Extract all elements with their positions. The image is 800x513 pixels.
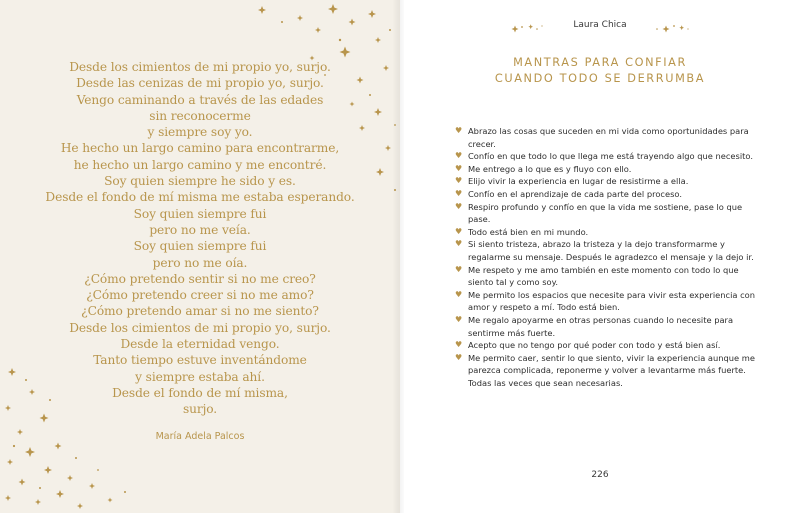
poem-line: Desde los cimientos de mi propio yo, surjo. — [69, 320, 331, 335]
star-icon — [17, 429, 23, 435]
heart-icon: ♥ — [455, 176, 463, 186]
mantra-text: Confío en el aprendizaje de cada parte del proceso. — [468, 188, 682, 199]
mantra-item — [455, 175, 755, 188]
heart-icon: ♥ — [455, 126, 463, 135]
poem-line: he hecho un largo camino y me encontré. — [73, 157, 327, 172]
chapter-title — [490, 55, 710, 86]
star-icon — [67, 475, 73, 481]
poem-line: Soy quien siempre fui — [133, 239, 267, 254]
poem-line: Desde los cimientos de mi propio yo, surjo. — [69, 60, 331, 74]
mantra-item — [455, 264, 755, 289]
star-icon — [258, 6, 266, 14]
heart-icon: ♥ — [455, 264, 463, 274]
mantra-item — [455, 238, 755, 263]
poem-line: Tanto tiempo estuve inventándome — [93, 353, 307, 368]
mantra-item — [455, 163, 755, 176]
star-dot-icon — [124, 491, 126, 493]
poem-line: pero no me oía. — [152, 255, 248, 270]
star-icon — [56, 490, 64, 498]
star-icon — [25, 447, 35, 457]
running-head — [400, 20, 800, 36]
mantra-item — [455, 125, 755, 150]
star-icon — [5, 495, 11, 501]
mantra-list — [455, 125, 755, 389]
star-icon — [385, 145, 391, 151]
mantra-text: Me permito caer, sentir lo que siento, vivir la experiencia aunque me parezca complicada, reponerme y volver a levantarme más fuerte. Todas las veces que sean necesarias. — [468, 352, 755, 388]
mantra-item — [455, 352, 755, 390]
star-dot-icon — [25, 379, 27, 381]
poem-line: Desde la eternidad vengo. — [120, 337, 280, 352]
poem-line: Desde las cenizas de mi propio yo, surjo. — [76, 76, 324, 91]
mantra-item — [455, 201, 755, 226]
mantra-text: Todo está bien en mi mundo. — [468, 226, 589, 237]
poem — [40, 59, 360, 418]
poem-line: Desde el fondo de mí misma me estaba esperando. — [45, 190, 355, 205]
heart-icon: ♥ — [455, 163, 463, 173]
star-ornament-left-icon — [508, 20, 548, 36]
star-icon — [297, 15, 303, 21]
poem-line: ¿Cómo pretendo creer si no me amo? — [86, 288, 314, 303]
poem-line: pero no me veía. — [149, 222, 251, 237]
star-icon — [55, 443, 62, 450]
mantra-text: Me respeto y me amo también en este momento con todo lo que siento tal y como soy. — [468, 264, 739, 288]
heart-icon: ♥ — [455, 188, 463, 198]
star-dot-icon — [97, 469, 99, 471]
star-dot-icon — [339, 39, 341, 41]
poem-line: ¿Cómo pretendo sentir si no me creo? — [84, 271, 316, 286]
mantra-text: Me permito los espacios que necesite para vivir esta experiencia con amor y respeto a mí. Todo está bien. — [468, 289, 755, 313]
star-icon — [44, 466, 52, 474]
right-page — [400, 0, 800, 513]
mantra-text: Abrazo las cosas que suceden en mi vida como oportunidades para crecer. — [468, 126, 749, 149]
mantra-text: Acepto que no tengo por qué poder con todo y está bien así. — [468, 340, 721, 351]
star-dot-icon — [389, 29, 391, 31]
star-ornament-right-icon — [652, 20, 692, 36]
heart-icon: ♥ — [455, 289, 463, 299]
star-dot-icon — [13, 445, 15, 447]
heart-icon: ♥ — [455, 239, 463, 249]
star-dot-icon — [281, 21, 283, 23]
star-icon — [376, 168, 384, 176]
poem-line: Desde el fondo de mí misma, — [112, 385, 288, 400]
mantra-item — [455, 339, 755, 352]
chapter-title-line-1: MANTRAS PARA CONFIAR — [513, 56, 687, 69]
poem-line: ¿Cómo pretendo amar si no me siento? — [81, 304, 319, 319]
heart-icon: ♥ — [455, 201, 463, 211]
mantra-text: Me regalo apoyarme en otras personas cuando lo necesite para sentirme más fuerte. — [468, 314, 734, 338]
running-head-title: Laura Chica — [573, 20, 627, 30]
star-icon — [5, 405, 11, 411]
chapter-title-line-2: CUANDO TODO SE DERRUMBA — [494, 71, 706, 85]
poem-line: He hecho un largo camino para encontrarme, — [60, 141, 340, 156]
mantra-item — [455, 188, 755, 201]
page-number: 226 — [591, 470, 609, 480]
poem-line: Soy quien siempre fui — [133, 206, 267, 221]
star-icon — [383, 65, 389, 71]
star-icon — [328, 4, 338, 14]
star-dot-icon — [39, 487, 41, 489]
poem-author: María Adela Palcos — [155, 431, 245, 442]
star-icon — [29, 389, 35, 395]
heart-icon: ♥ — [455, 226, 463, 236]
mantra-text: Si siento tristeza, abrazo la tristeza y la dejo transformarme y regalarme su mensaje. Después le agradezco el mensaje y la dejo ir. — [468, 239, 754, 262]
poem-line: surjo. — [182, 402, 218, 417]
star-icon — [7, 459, 13, 465]
star-icon — [8, 368, 16, 376]
heart-icon: ♥ — [455, 352, 463, 362]
poem-line: y siempre soy yo. — [147, 125, 253, 140]
star-icon — [368, 10, 376, 18]
poem-line: Vengo caminando a través de las edades — [76, 92, 324, 107]
poem-line: sin reconocerme — [149, 108, 251, 123]
mantra-item — [455, 150, 755, 163]
star-dot-icon — [369, 94, 371, 96]
star-icon — [35, 499, 41, 505]
star-icon — [315, 27, 321, 33]
poem-line: Soy quien siempre he sido y es. — [104, 174, 296, 189]
mantra-item — [455, 314, 755, 339]
star-dot-icon — [75, 457, 77, 459]
mantra-item — [455, 289, 755, 314]
star-icon — [349, 19, 356, 26]
star-icon — [375, 37, 381, 43]
star-icon — [108, 498, 113, 503]
mantra-text: Confío en que todo lo que llega me está trayendo algo que necesito. — [468, 151, 753, 162]
heart-icon: ♥ — [455, 151, 463, 161]
poem-line: y siempre estaba ahí. — [135, 369, 265, 384]
book-gutter — [392, 0, 404, 513]
heart-icon: ♥ — [455, 340, 463, 350]
heart-icon: ♥ — [455, 314, 463, 324]
star-icon — [77, 503, 83, 509]
star-icon — [89, 483, 95, 489]
star-icon — [374, 108, 382, 116]
mantra-text: Elijo vivir la experiencia en lugar de resistirme a ella. — [468, 176, 689, 187]
mantra-item — [455, 226, 755, 239]
star-icon — [19, 479, 26, 486]
star-icon — [340, 47, 351, 58]
mantra-text: Me entrego a lo que es y fluyo con ello. — [468, 163, 632, 174]
mantra-text: Respiro profundo y confío en que la vida me sostiene, pase lo que pase. — [468, 201, 743, 225]
